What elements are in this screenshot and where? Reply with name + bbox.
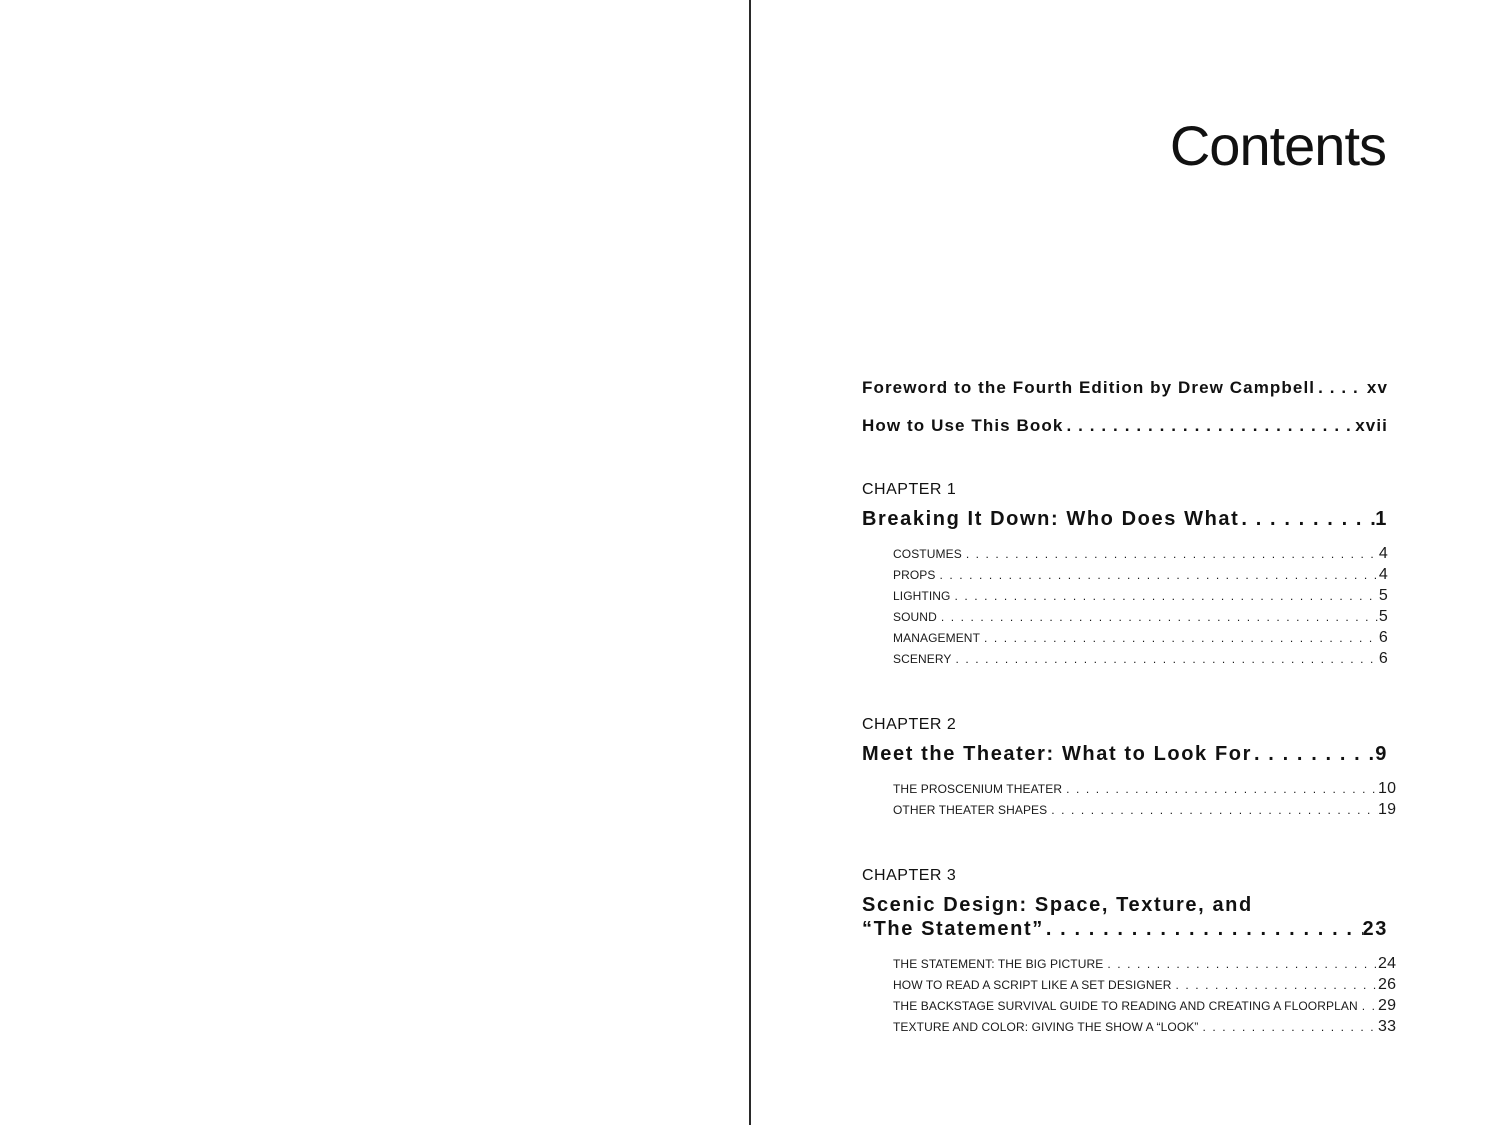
section-page: 5 [1378,608,1388,625]
toc-entry-foreword[interactable] [862,378,1388,400]
section-page: 33 [1378,1018,1397,1035]
section-page: 6 [1378,629,1388,646]
chapter-label: CHAPTER 1 [862,481,957,498]
section-label: THE PROSCENIUM THEATER [893,782,1063,796]
chapter-title-entry[interactable] [862,742,1388,766]
section-label: LIGHTING [893,589,951,603]
section-page: 24 [1378,955,1397,972]
contents-page [751,0,1500,1125]
chapter-3 [862,866,1397,1037]
table-of-contents [862,378,1397,1037]
section-page: 4 [1378,566,1388,583]
section-label: PROPS [893,568,936,582]
chapter-1 [862,480,1388,669]
section-label: SOUND [893,610,937,624]
section-page: 6 [1378,650,1388,667]
dot-leader [1358,996,1378,1017]
chapter-label: CHAPTER 3 [862,867,957,884]
dot-leader [1315,378,1365,398]
chapter-title-entry[interactable] [862,507,1388,531]
dot-leader [936,565,1378,586]
section-page: 29 [1378,997,1397,1014]
section-page: 19 [1378,801,1397,818]
toc-section[interactable] [893,995,1397,1016]
dot-leader [980,628,1378,649]
dot-leader [1103,954,1378,975]
toc-section[interactable] [893,564,1388,585]
section-page: 26 [1378,976,1397,993]
section-label: THE STATEMENT: THE BIG PICTURE [893,957,1104,971]
toc-section[interactable] [893,627,1388,648]
chapter-title-entry[interactable] [862,893,1388,941]
toc-section[interactable] [893,974,1397,995]
section-list [862,543,1388,669]
entry-label: Foreword to the Fourth Edition by Drew Campbell [862,378,1316,397]
entry-page: xv [1366,378,1388,397]
dot-leader [1044,917,1363,941]
dot-leader [1252,742,1375,766]
dot-leader [1172,975,1378,996]
section-list [862,953,1397,1037]
dot-leader [952,649,1379,670]
chapter-page: 23 [1362,918,1388,940]
section-label: COSTUMES [893,547,962,561]
toc-section[interactable] [893,778,1397,799]
chapter-title: Meet the Theater: What to Look For [862,743,1252,765]
dot-leader [1198,1017,1378,1038]
toc-section[interactable] [893,799,1397,820]
toc-section[interactable] [893,585,1388,606]
toc-section[interactable] [893,648,1388,669]
page-title: Contents [1169,114,1386,177]
section-page: 10 [1378,780,1397,797]
dot-leader [962,544,1378,565]
chapter-2 [862,715,1397,820]
dot-leader [937,607,1378,628]
toc-section[interactable] [893,953,1397,974]
left-page-blank [0,0,749,1125]
section-label: TEXTURE AND COLOR: GIVING THE SHOW A “LOOK” [893,1020,1199,1034]
toc-section[interactable] [893,1016,1397,1037]
chapter-page: 1 [1375,508,1388,530]
dot-leader [1062,779,1378,800]
dot-leader [950,586,1378,607]
section-label: THE BACKSTAGE SURVIVAL GUIDE TO READING AND CREATING A FLOORPLAN [893,999,1358,1013]
toc-section[interactable] [893,543,1388,564]
dot-leader [1063,416,1353,436]
section-label: MANAGEMENT [893,631,981,645]
section-list [862,778,1397,820]
dot-leader [1239,507,1375,531]
section-label: OTHER THEATER SHAPES [893,803,1048,817]
dot-leader [1047,800,1378,821]
section-page: 4 [1378,545,1388,562]
chapter-title: “The Statement” [862,918,1044,940]
section-label: HOW TO READ A SCRIPT LIKE A SET DESIGNER [893,978,1172,992]
toc-section[interactable] [893,606,1388,627]
entry-label: How to Use This Book [862,416,1064,435]
section-page: 5 [1378,587,1388,604]
section-label: SCENERY [893,652,952,666]
entry-page: xvii [1355,416,1388,435]
chapter-title-line-1: Scenic Design: Space, Texture, and [862,894,1253,916]
chapter-title: Breaking It Down: Who Does What [862,508,1240,530]
chapter-label: CHAPTER 2 [862,716,957,733]
chapter-page: 9 [1375,743,1388,765]
toc-entry-how-to-use[interactable] [862,416,1388,438]
